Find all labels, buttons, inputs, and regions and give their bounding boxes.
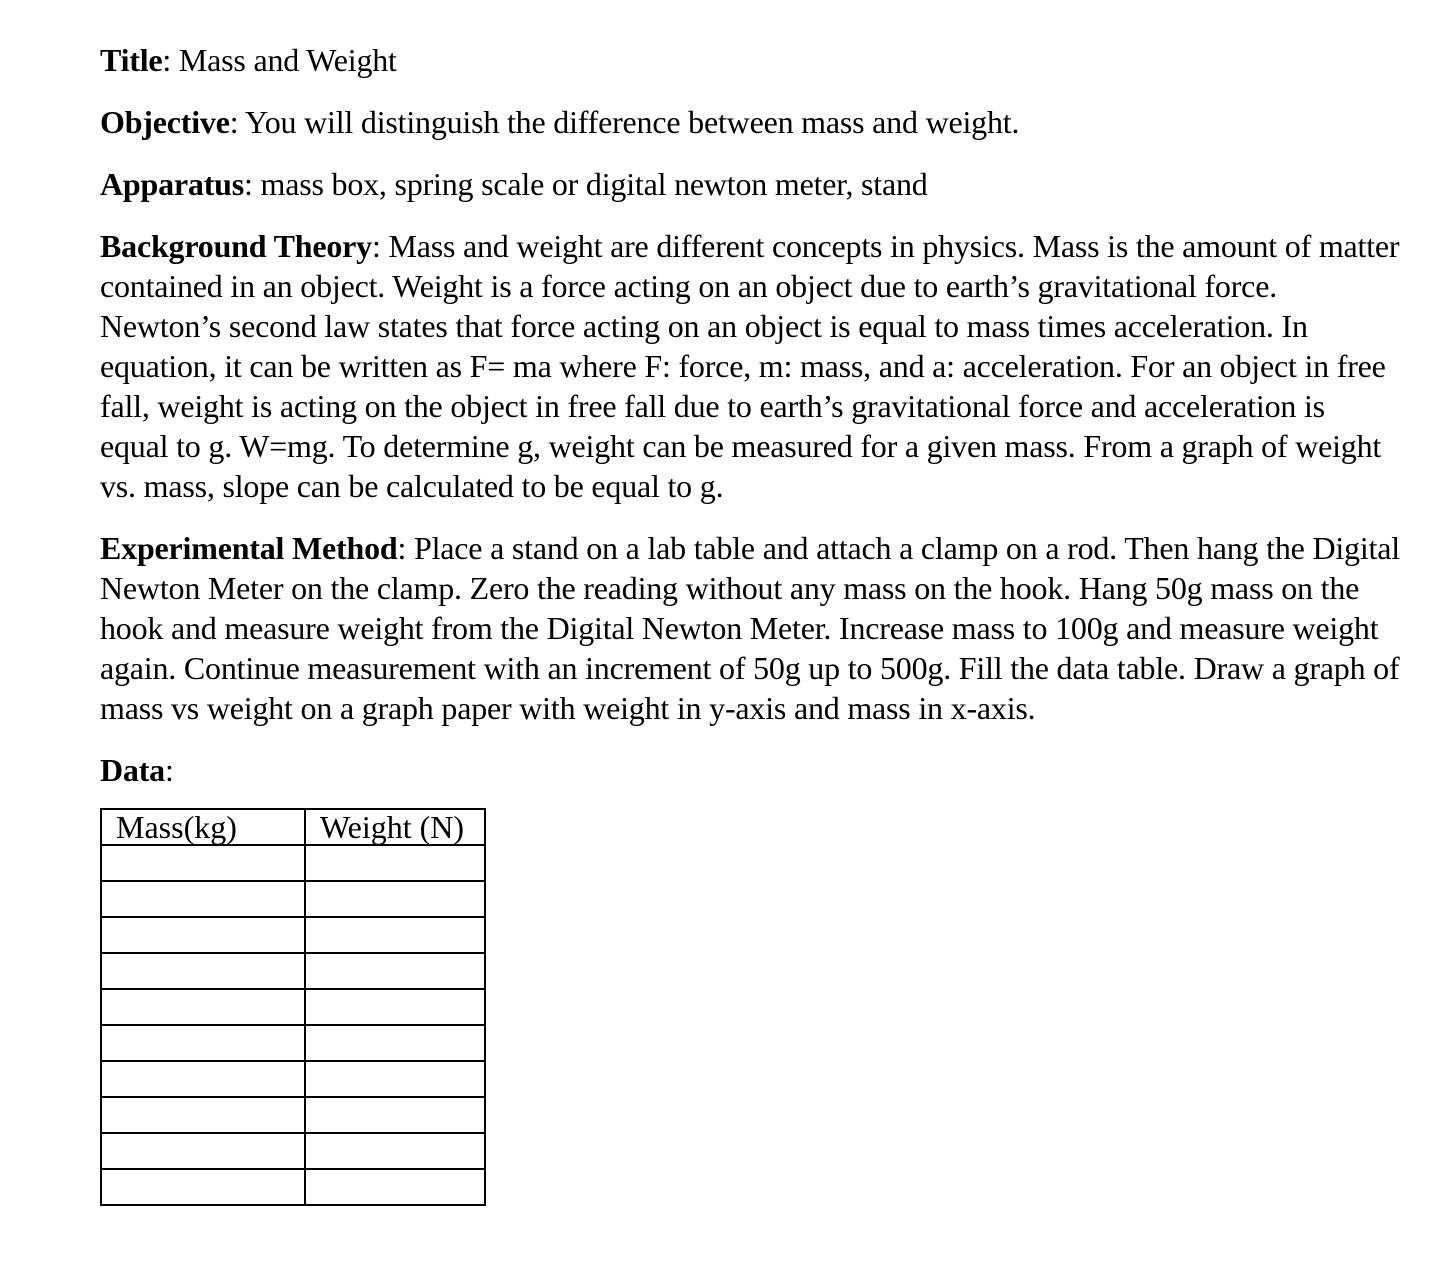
method-section: Experimental Method: Place a stand on a lab table and attach a clamp on a rod. Then hang the Digital Newton Meter on the clamp. Zero the reading without any mass on the hook. Hang 50g mass on the hook and measure weight from the Digital Newton Meter. Increase mass to 100g and measure weight again. Continue measurement with an increment of 50g up to 500g. Fill the data table. Draw a graph of mass vs weight on a graph paper with weight in y-axis and mass in x-axis. — [100, 530, 1400, 726]
table-row — [101, 1133, 485, 1169]
table-row — [101, 1061, 485, 1097]
weight-column-header: Weight (N) — [305, 809, 485, 845]
apparatus-label: Apparatus — [100, 166, 245, 202]
table-row — [101, 917, 485, 953]
title-text: Mass and Weight — [178, 42, 397, 78]
data-table — [100, 808, 486, 1206]
objective-section: Objective: You will distinguish the difference between mass and weight. — [100, 104, 1020, 140]
data-section: Data: — [100, 752, 174, 788]
table-row — [101, 845, 485, 881]
table-row — [101, 989, 485, 1025]
mass-cell[interactable] — [101, 845, 305, 881]
objective-label: Objective — [100, 104, 230, 140]
weight-cell[interactable] — [305, 845, 485, 881]
apparatus-text: mass box, spring scale or digital newton meter, stand — [260, 166, 928, 202]
background-label: Background Theory — [100, 228, 372, 264]
weight-cell[interactable] — [305, 1025, 485, 1061]
mass-column-header: Mass(kg) — [101, 809, 305, 845]
mass-cell[interactable] — [101, 881, 305, 917]
weight-cell[interactable] — [305, 953, 485, 989]
table-row — [101, 1097, 485, 1133]
method-label: Experimental Method — [100, 530, 398, 566]
mass-cell[interactable] — [101, 1133, 305, 1169]
mass-cell[interactable] — [101, 1061, 305, 1097]
title-section: Title: Mass and Weight — [100, 42, 397, 78]
method-text: Place a stand on a lab table and attach a clamp on a rod. Then hang the Digital Newton Meter on the clamp. Zero the reading without any mass on the hook. Hang 50g mass on the hook and measure weight from the Digital Newton Meter. Increase mass to 100g and measure weight again. Continue measurement with an increment of 50g up to 500g. Fill the data table. Draw a graph of mass vs weight on a graph paper with weight in y-axis and mass in x-axis. — [100, 530, 1400, 726]
table-row — [101, 1025, 485, 1061]
weight-cell[interactable] — [305, 1169, 485, 1205]
background-text: Mass and weight are different concepts in physics. Mass is the amount of matter contained in an object. Weight is a force acting on an object due to earth’s gravitational force. Newton’s second law states that force acting on an object is equal to mass times acceleration. In equation, it can be written as F= ma where F: force, m: mass, and a: acceleration. For an object in free fall, weight is acting on the object in free fall due to earth’s gravitational force and acceleration is equal to g. W=mg. To determine g, weight can be measured for a given mass. From a graph of weight vs. mass, slope can be calculated to be equal to g. — [100, 228, 1400, 504]
mass-cell[interactable] — [101, 1169, 305, 1205]
weight-cell[interactable] — [305, 881, 485, 917]
weight-cell[interactable] — [305, 1097, 485, 1133]
objective-text: You will distinguish the difference between mass and weight. — [245, 104, 1020, 140]
data-label: Data — [100, 752, 165, 788]
title-label: Title — [100, 42, 163, 78]
table-row — [101, 881, 485, 917]
table-row — [101, 953, 485, 989]
apparatus-section: Apparatus: mass box, spring scale or digital newton meter, stand — [100, 166, 928, 202]
background-section: Background Theory: Mass and weight are different concepts in physics. Mass is the amount of matter contained in an object. Weight is a force acting on an object due to earth’s gravitational force. Newton’s second law states that force acting on an object is equal to mass times acceleration. In equation, it can be written as F= ma where F: force, m: mass, and a: acceleration. For an object in free fall, weight is acting on the object in free fall due to earth’s gravitational force and acceleration is equal to g. W=mg. To determine g, weight can be measured for a given mass. From a graph of weight vs. mass, slope can be calculated to be equal to g. — [100, 228, 1400, 504]
mass-cell[interactable] — [101, 1025, 305, 1061]
mass-cell[interactable] — [101, 989, 305, 1025]
weight-cell[interactable] — [305, 1061, 485, 1097]
table-header-row — [101, 809, 485, 845]
lab-document — [100, 40, 1400, 1206]
mass-cell[interactable] — [101, 953, 305, 989]
table-row — [101, 1169, 485, 1205]
weight-cell[interactable] — [305, 1133, 485, 1169]
mass-cell[interactable] — [101, 1097, 305, 1133]
weight-cell[interactable] — [305, 989, 485, 1025]
weight-cell[interactable] — [305, 917, 485, 953]
mass-cell[interactable] — [101, 917, 305, 953]
